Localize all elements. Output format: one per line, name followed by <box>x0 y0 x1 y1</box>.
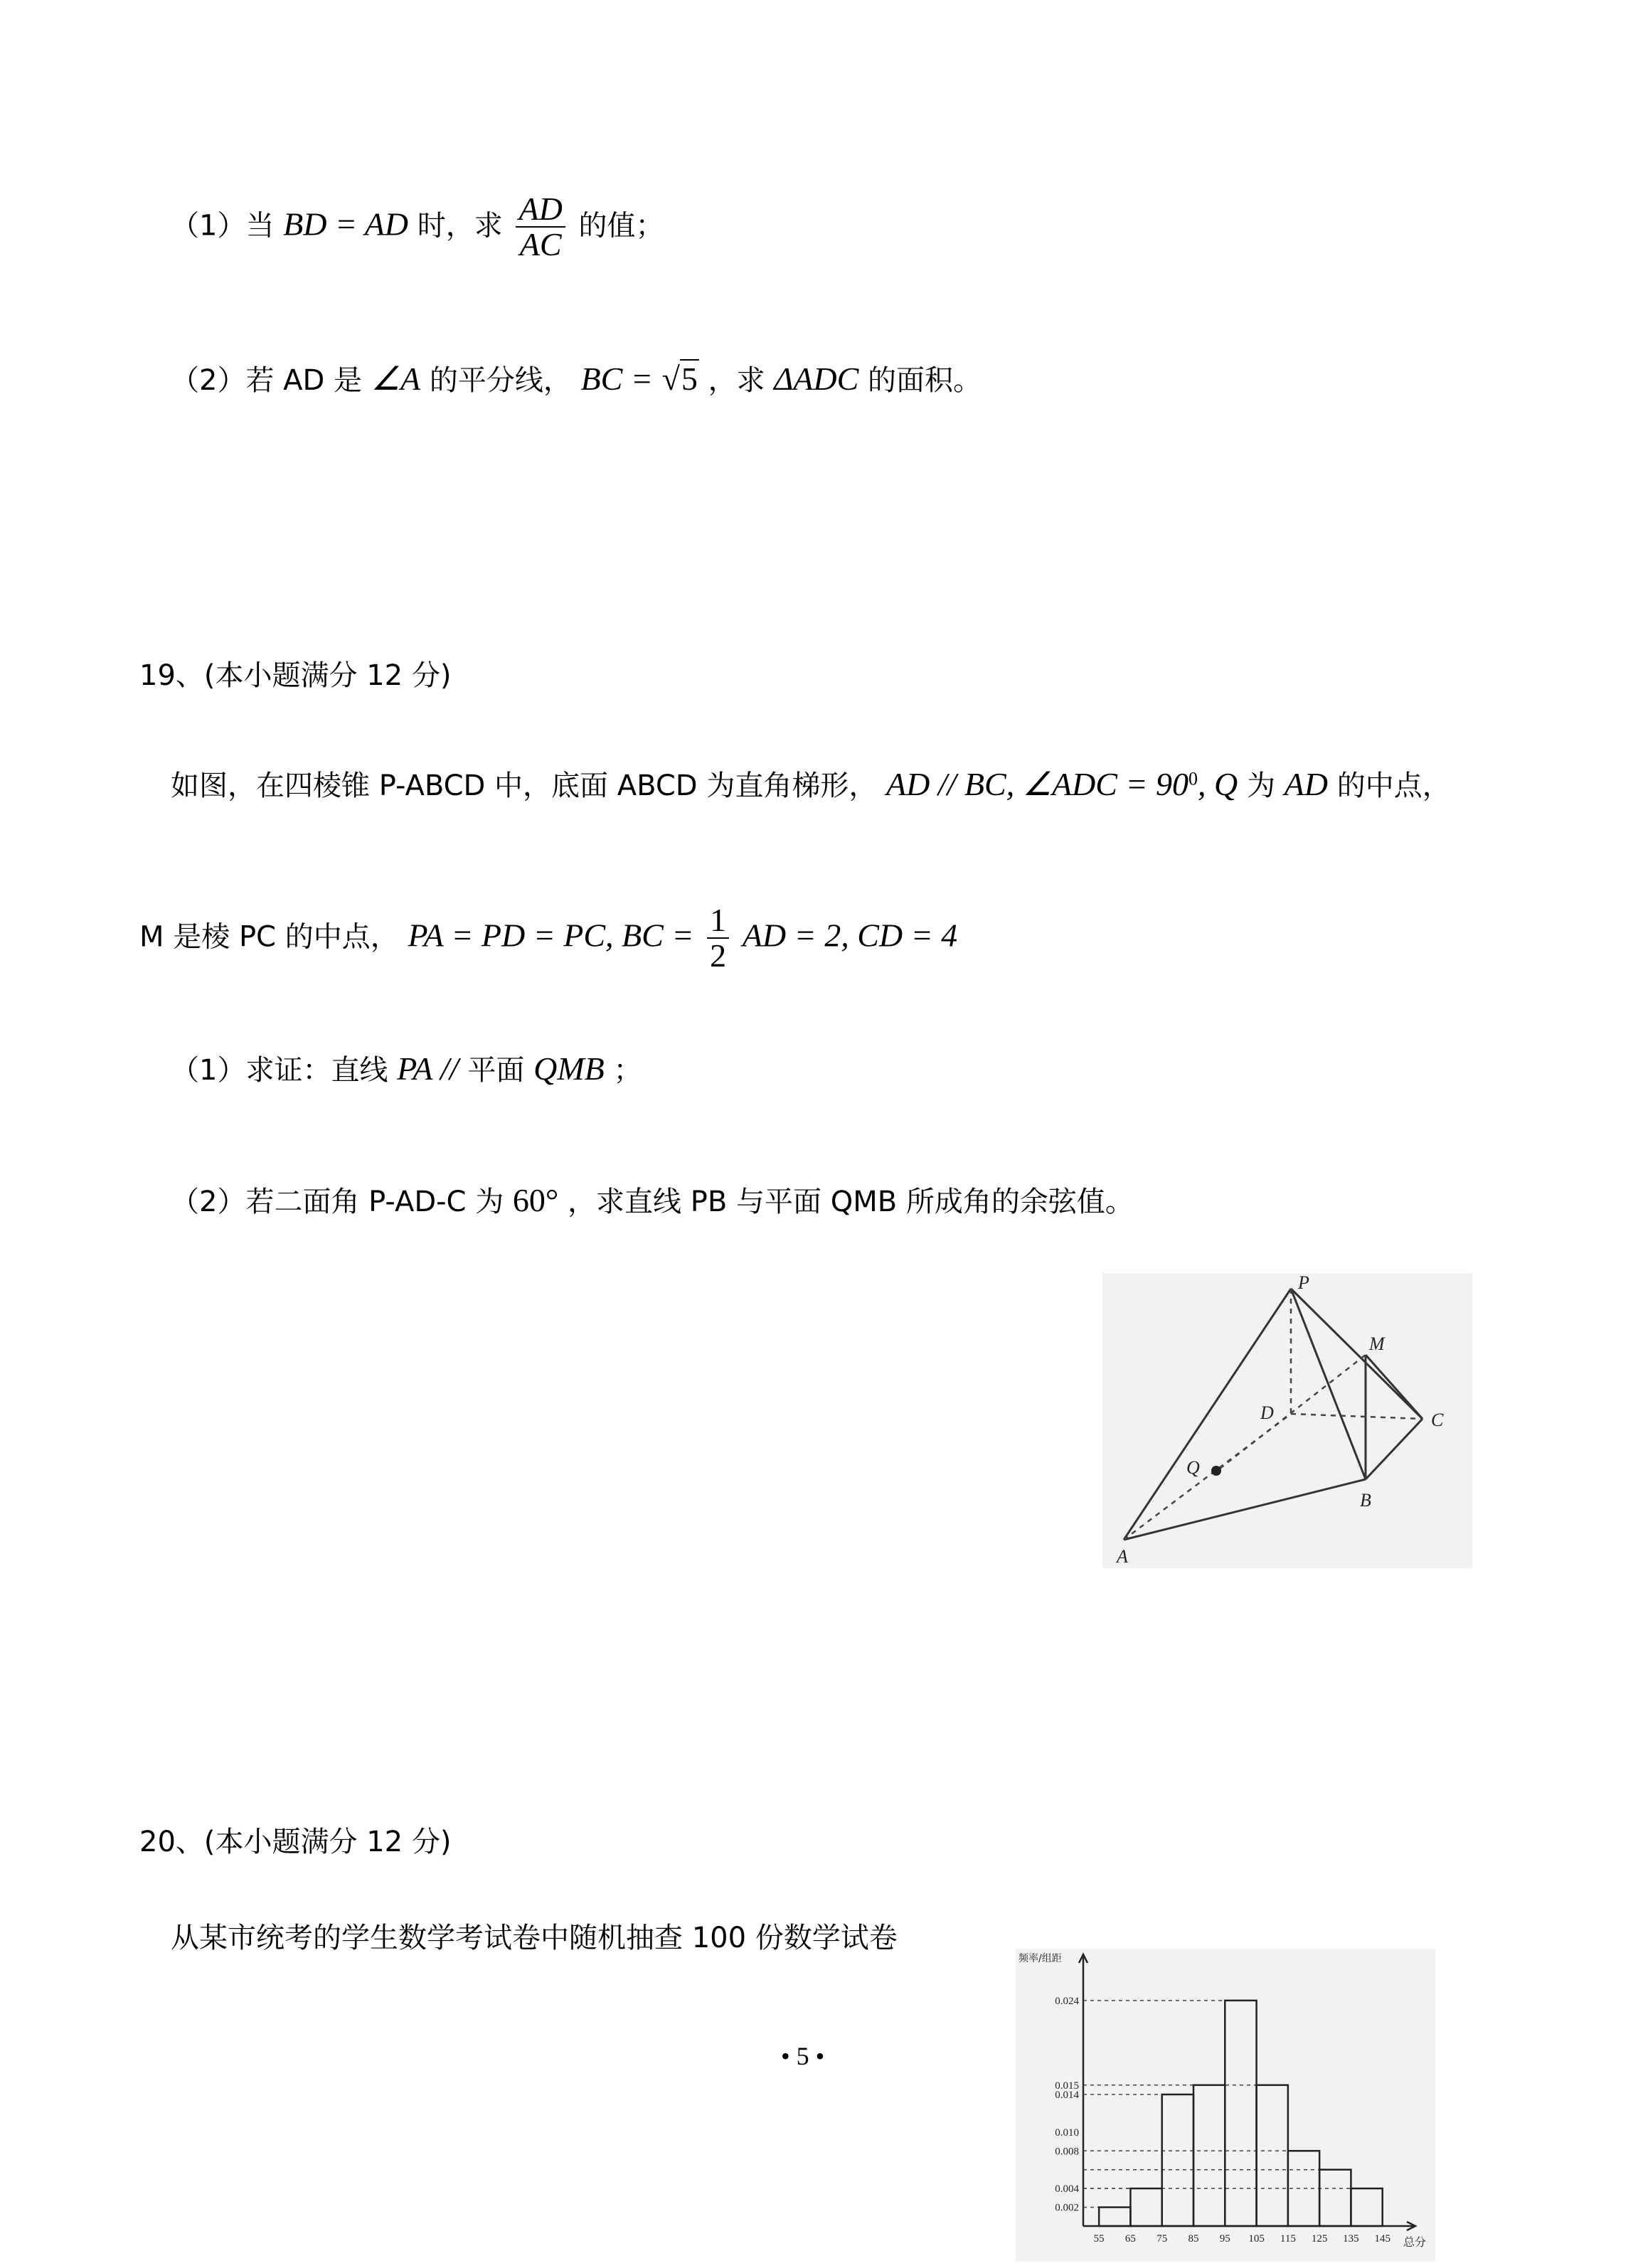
x-tick-label: 105 <box>1248 2233 1265 2245</box>
x-tick-label: 85 <box>1188 2233 1199 2245</box>
y-tick-label: 0.024 <box>1055 1995 1079 2007</box>
q18-part1-text: （1）当 <box>171 209 275 243</box>
histogram-bar <box>1130 2188 1161 2226</box>
histogram-x-label: 总分 <box>1403 2235 1427 2249</box>
histogram-figure <box>1016 1949 1435 2262</box>
point-q-marker <box>1211 1466 1221 1476</box>
y-tick-label: 0.015 <box>1055 2080 1079 2092</box>
q19-intro: 如图，在四棱锥 P-ABCD 中，底面 ABCD 为直角梯形， AD // BC, ∠ADC = $90^0$, Q 为 AD 的中点， <box>171 766 1451 802</box>
angle-symbol: ∠A <box>371 361 421 397</box>
histogram-bar <box>1257 2085 1288 2226</box>
x-tick-label: 135 <box>1343 2233 1359 2245</box>
label-a: A <box>1117 1546 1128 1567</box>
pyramid-figure <box>1102 1273 1472 1568</box>
q19-part1: （1）求证：直线 PA // 平面 QMB ； <box>171 1050 642 1087</box>
x-tick-label: 145 <box>1374 2233 1390 2245</box>
label-c: C <box>1431 1410 1444 1430</box>
x-tick-label: 65 <box>1124 2233 1136 2245</box>
x-tick-label: 75 <box>1156 2233 1168 2245</box>
histogram-bar <box>1319 2170 1351 2226</box>
label-b: B <box>1360 1490 1371 1511</box>
pyramid-diagram <box>1102 1273 1472 1568</box>
histogram-bar <box>1099 2208 1130 2226</box>
x-tick-label: 115 <box>1280 2233 1296 2245</box>
q19-part2: （2）若二面角 P-AD-C 为 60° ，求直线 PB 与平面 QMB 所成角的余弦值。 <box>171 1182 1134 1218</box>
sqrt-expression: √5 <box>661 361 698 397</box>
y-tick-label: 0.014 <box>1055 2089 1079 2101</box>
histogram-chart <box>1016 1949 1435 2262</box>
q18-part1 <box>171 192 664 262</box>
page-number: • 5 • <box>781 2042 825 2070</box>
y-tick-label: 0.010 <box>1055 2126 1079 2139</box>
histogram-bar <box>1225 2001 1256 2226</box>
q20-text: 从某市统考的学生数学考试卷中随机抽查 100 份数学试卷 <box>171 1922 898 1954</box>
y-tick-label: 0.002 <box>1055 2202 1079 2214</box>
q19-heading: 19、(本小题满分 12 分) <box>139 659 452 692</box>
q20-heading: 20、(本小题满分 12 分) <box>139 1826 452 1858</box>
y-tick-label: 0.004 <box>1055 2183 1079 2195</box>
histogram-bar <box>1351 2188 1382 2226</box>
histogram-y-label: 频率/组距 <box>1019 1953 1062 1964</box>
q19-line2: M 是棱 PC 的中点， PA = PD = PC, BC = $\frac{1}{2}$ AD = 2, CD = 4 <box>139 902 958 974</box>
label-d: D <box>1260 1402 1274 1423</box>
x-tick-label: 95 <box>1219 2233 1230 2245</box>
x-tick-label: 125 <box>1311 2233 1328 2245</box>
half-fraction: $\frac{1}{2}$ <box>707 903 729 974</box>
histogram-bar <box>1162 2094 1193 2226</box>
q18-part2: （2）若 AD 是 ∠A 的平分线， BC = √5 ，求 ΔADC 的面积。 <box>171 361 982 397</box>
q18-part1-text3: 的值； <box>578 209 664 243</box>
label-q: Q <box>1186 1457 1200 1478</box>
label-m: M <box>1369 1333 1385 1354</box>
q18-fraction: $\frac{AD}{AC}$ <box>516 192 565 262</box>
histogram-bar <box>1193 2085 1225 2226</box>
x-tick-label: 55 <box>1093 2233 1105 2245</box>
q18-part1-math: BD = AD <box>283 206 409 243</box>
y-tick-label: 0.008 <box>1055 2146 1079 2158</box>
q18-part1-text2: 时，求 <box>417 209 503 243</box>
label-p: P <box>1298 1273 1309 1293</box>
